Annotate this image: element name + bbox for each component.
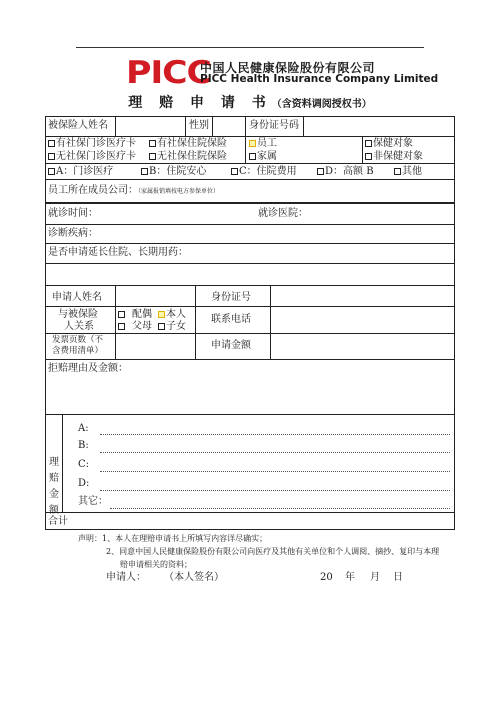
col-rule	[195, 285, 196, 359]
label-applicant-id: 身份证号	[211, 292, 251, 303]
picc-logo: PICC	[126, 55, 211, 91]
option-label: 非保健对象	[373, 151, 423, 162]
date-year-prefix: 20	[320, 572, 333, 583]
label-amount-c: C:	[78, 459, 90, 470]
label-contact-phone: 联系电话	[211, 314, 251, 325]
option-staff[interactable]	[249, 138, 277, 150]
option-a-outpatient[interactable]	[48, 166, 113, 178]
checkbox[interactable]	[48, 168, 55, 175]
option-label: 有社保住院保险	[157, 138, 227, 149]
option-c-inpatient-cost[interactable]	[231, 166, 297, 178]
row-rule	[45, 285, 455, 286]
option-self[interactable]	[158, 309, 186, 321]
label-claim-amount-vertical	[49, 455, 61, 519]
option-label: 本人	[166, 309, 186, 320]
label-visit-time: 就诊时间：	[48, 208, 98, 219]
amount-d-line[interactable]	[100, 490, 450, 491]
label-gender: 性别	[189, 120, 209, 131]
checkbox[interactable]	[118, 311, 125, 318]
option-no-social-inpatient[interactable]	[149, 151, 227, 163]
statement-2: 2、同意中国人民健康保险股份有限公司向医疗及其他有关单位和个人调阅、摘抄、复印与本理	[106, 547, 440, 556]
checkbox[interactable]	[317, 168, 324, 175]
checkbox-highlighted[interactable]	[158, 311, 165, 318]
label-id-number: 身份证号码	[249, 120, 299, 131]
checkbox[interactable]	[48, 140, 55, 147]
option-non-health-object[interactable]	[365, 151, 423, 163]
option-label: 无社保门诊医疗卡	[56, 151, 136, 162]
amount-c-line[interactable]	[100, 471, 450, 472]
option-child[interactable]	[158, 321, 186, 333]
label-insured-name: 被保险人姓名	[48, 120, 108, 131]
row-rule	[45, 359, 455, 360]
row-rule	[45, 179, 455, 180]
checkbox[interactable]	[48, 153, 55, 160]
vertical-char: 额	[49, 505, 59, 516]
option-spouse[interactable]	[118, 309, 152, 321]
row-rule	[45, 306, 455, 307]
amount-a-line[interactable]	[100, 434, 450, 435]
col-rule	[245, 116, 246, 163]
row-rule	[45, 263, 455, 264]
checkbox[interactable]	[141, 168, 148, 175]
option-d-high-b[interactable]	[317, 166, 374, 178]
option-label: 无社保住院保险	[157, 151, 227, 162]
option-label: 保健对象	[373, 138, 413, 149]
label-hospital: 就诊医院：	[258, 208, 308, 219]
col-rule	[115, 285, 116, 359]
option-health-object[interactable]	[365, 138, 413, 150]
option-b-inpatient-care[interactable]	[141, 166, 206, 178]
label-employer-text: 员工所在成员公司：	[48, 185, 138, 196]
row-rule	[45, 136, 455, 137]
checkbox[interactable]	[149, 153, 156, 160]
col-rule	[303, 116, 304, 136]
option-label: 配偶	[132, 309, 152, 320]
label-amount-a: A:	[78, 423, 89, 434]
checkbox-highlighted[interactable]	[249, 140, 256, 147]
option-parent[interactable]	[118, 321, 152, 333]
option-label: 子女	[166, 321, 186, 332]
signature-field[interactable]: （本人签名）	[164, 572, 224, 583]
col-rule	[270, 285, 271, 359]
row-rule	[45, 224, 455, 225]
label-invoice-pages-2: 含费用清单）	[52, 346, 104, 356]
col-rule	[212, 116, 213, 136]
label-employer-note: （家属报销填枝电方参保单位）	[138, 188, 220, 195]
vertical-char: 赔	[49, 473, 59, 484]
option-family[interactable]	[249, 151, 277, 163]
amount-b-line[interactable]	[100, 452, 450, 453]
option-label: 家属	[257, 151, 277, 162]
checkbox[interactable]	[231, 168, 238, 175]
label-extended-stay: 是否申请延长住院、长期用药：	[48, 247, 188, 258]
amount-other-line[interactable]	[110, 508, 450, 509]
option-no-social-outpatient-card[interactable]	[48, 151, 136, 163]
checkbox[interactable]	[365, 140, 372, 147]
vertical-char: 理	[49, 457, 59, 468]
label-rejection: 拒赔理由及金额：	[48, 363, 128, 374]
label-relation-2: 人关系	[64, 321, 94, 332]
col-rule	[62, 414, 63, 512]
checkbox[interactable]	[249, 153, 256, 160]
company-name-cn: 中国人民健康保险股份有限公司	[200, 61, 376, 75]
label-diagnosis: 诊断疾病：	[48, 228, 98, 239]
vertical-char: 金	[49, 489, 59, 500]
statement-3: 赔申请相关的资料；	[120, 560, 192, 569]
label-invoice-pages-1: 发票页数（不	[52, 335, 104, 345]
label-amount-b: B:	[78, 440, 89, 451]
label-applicant-sign: 申请人：	[106, 572, 146, 583]
section-rule	[45, 202, 455, 204]
date-month-label: 月	[370, 572, 380, 583]
label-total: 合计	[48, 516, 68, 527]
checkbox[interactable]	[365, 153, 372, 160]
option-label: 父母	[132, 321, 152, 332]
option-label: A：门诊医疗	[56, 166, 114, 177]
row-rule	[45, 414, 455, 415]
checkbox[interactable]	[394, 168, 401, 175]
option-label: B：住院安心	[149, 166, 207, 177]
row-rule	[45, 512, 455, 513]
form-title	[0, 92, 500, 112]
company-name-en: PICC Health Insurance Company Limited	[200, 73, 439, 85]
checkbox[interactable]	[158, 323, 165, 330]
option-social-inpatient[interactable]	[149, 138, 227, 150]
statement-1: 声明：1、本人在理赔申请书上所填写内容详尽确实；	[78, 534, 268, 543]
date-day-label: 日	[393, 572, 403, 583]
option-label: C：住院费用	[239, 166, 297, 177]
label-claim-amount: 申请金额	[211, 340, 251, 351]
form-title-main: 理 赔 申 请 书	[128, 95, 272, 111]
option-label: 其他	[402, 166, 422, 177]
header-rule	[76, 47, 424, 48]
label-relation-1: 与被保险	[58, 309, 98, 320]
row-rule	[45, 333, 455, 334]
date-year-label: 年	[345, 572, 355, 583]
option-label: 员工	[257, 138, 277, 149]
checkbox[interactable]	[149, 140, 156, 147]
label-amount-d: D:	[78, 478, 90, 489]
option-label: D：高额 B	[325, 166, 374, 177]
label-applicant-name: 申请人姓名	[52, 292, 102, 303]
form-title-sub: （含资料调阅授权书）	[271, 99, 372, 110]
option-other[interactable]	[394, 166, 422, 178]
option-social-outpatient-card[interactable]	[48, 138, 136, 150]
row-rule	[45, 243, 455, 244]
checkbox[interactable]	[118, 323, 125, 330]
label-amount-other: 其它：	[78, 496, 108, 507]
option-label: 有社保门诊医疗卡	[56, 138, 136, 149]
label-employer	[48, 185, 219, 198]
col-rule	[115, 116, 116, 136]
col-rule	[362, 136, 363, 163]
col-rule	[185, 116, 186, 136]
row-rule	[45, 163, 455, 164]
